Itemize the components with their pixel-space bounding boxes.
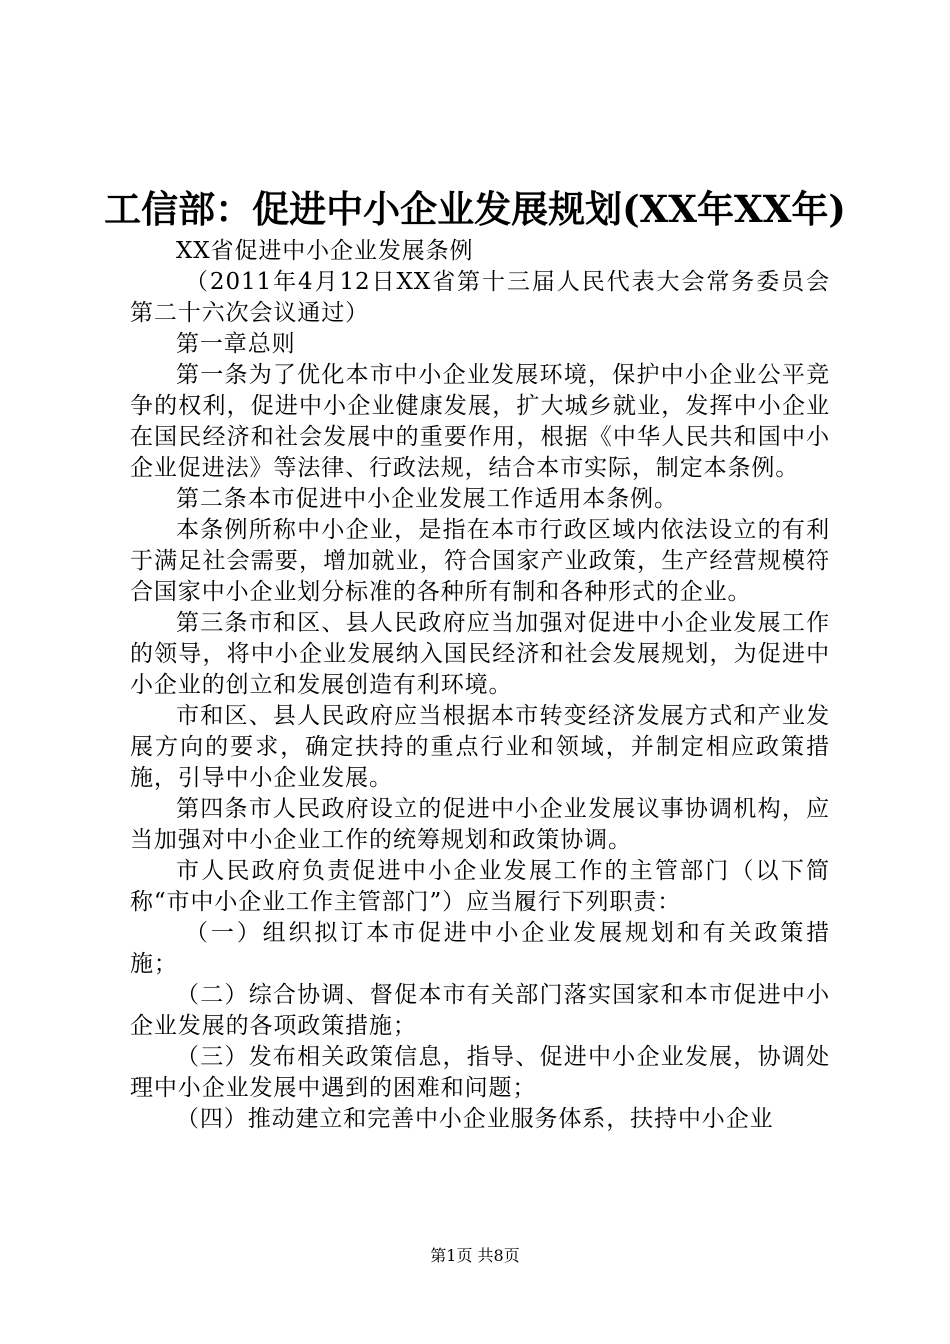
paragraph-duty-3: （三）发布相关政策信息，指导、促进中小企业发展，协调处理中小企业发展中遇到的困难和问题； [130,1044,830,1101]
paragraph-chapter-heading: 第一章总则 [176,331,296,357]
paragraph-article-2-definition: 本条例所称中小企业，是指在本市行政区域内依法设立的有利于满足社会需要，增加就业，符合国家产业政策，生产经营规模符合国家中小企业划分标准的各种所有制和各种形式的企业。 [130,517,830,605]
document-title: 工信部：促进中小企业发展规划(XX年XX年) [104,187,846,231]
paragraph-duty-2: （二）综合协调、督促本市有关部门落实国家和本市促进中小企业发展的各项政策措施； [130,982,830,1039]
document-body [130,236,830,1135]
paragraph-article-1: 第一条为了优化本市中小企业发展环境，保护中小企业公平竞争的权利，促进中小企业健康发展，扩大城乡就业，发挥中小企业在国民经济和社会发展中的重要作用，根据《中华人民共和国中小企业促进法》等法律、行政法规，结合本市实际，制定本条例。 [130,362,830,481]
paragraph-article-4-duties: 市人民政府负责促进中小企业发展工作的主管部门（以下简称“市中小企业工作主管部门”）应当履行下列职责： [130,858,830,915]
paragraph-adoption-note: （2011年4月12日XX省第十三届人民代表大会常务委员会第二十六次会议通过） [130,269,830,326]
paragraph-article-4: 第四条市人民政府设立的促进中小企业发展议事协调机构，应当加强对中小企业工作的统筹规划和政策协调。 [130,796,830,853]
paragraph-article-3-policy: 市和区、县人民政府应当根据本市转变经济发展方式和产业发展方向的要求，确定扶持的重点行业和领域，并制定相应政策措施，引导中小企业发展。 [130,703,830,791]
paragraph-article-3: 第三条市和区、县人民政府应当加强对促进中小企业发展工作的领导，将中小企业发展纳入国民经济和社会发展规划，为促进中小企业的创立和发展创造有利环境。 [130,610,830,698]
paragraph-duty-4: （四）推动建立和完善中小企业服务体系，扶持中小企业 [176,1106,774,1132]
page-indicator: 第1页 共8页 [430,1246,520,1265]
paragraph-article-2: 第二条本市促进中小企业发展工作适用本条例。 [176,486,678,512]
paragraph-regulation-name: XX省促进中小企业发展条例 [176,238,474,264]
paragraph-duty-1: （一）组织拟订本市促进中小企业发展规划和有关政策措施； [130,920,830,977]
